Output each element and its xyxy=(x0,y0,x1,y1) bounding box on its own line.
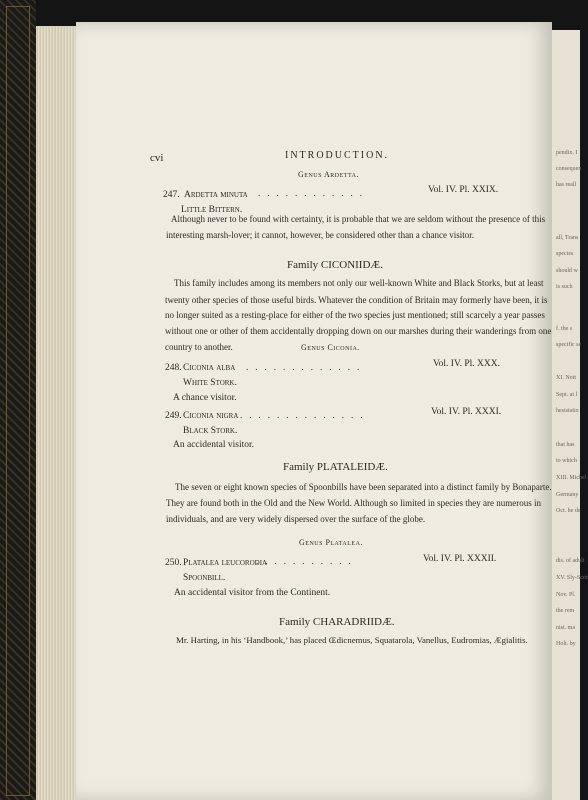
common-name: Little Bittern. xyxy=(181,205,243,215)
family-heading: Family PLATALEIDÆ. xyxy=(283,461,388,473)
entry-number: 248. xyxy=(165,363,182,373)
species-name: Ciconia nigra xyxy=(183,411,239,421)
body-line: interesting marsh-lover; it cannot, however, be considered other than a chance visitor. xyxy=(166,230,475,240)
entry-number: 249. xyxy=(165,411,182,421)
page-header: INTRODUCTION. xyxy=(285,150,390,161)
common-name: White Stork. xyxy=(183,378,237,388)
genus-heading: Genus Platalea. xyxy=(299,538,363,547)
body-line: no longer suited as a resting-place for either of the two species just mentioned; still scarcely a year passes xyxy=(165,310,545,320)
entry-number: 250. xyxy=(165,558,182,568)
family-heading: Family CHARADRIIDÆ. xyxy=(279,616,395,628)
page-number: cvi xyxy=(150,152,164,164)
visitor-note: An accidental visitor from the Continent. xyxy=(174,588,331,598)
body-line: country to another. xyxy=(165,342,233,352)
body-line: Although never to be found with certainty, it is probable that we are seldom without the presence of this xyxy=(171,214,546,224)
body-line: Mr. Harting, in his ‘Handbook,’ has placed Œdicnemus, Squatarola, Vanellus, Eudromias, Ægialitis. xyxy=(176,635,528,645)
leader-dots: ............ xyxy=(258,188,369,198)
leader-dots: ............. xyxy=(246,362,367,372)
common-name: Black Stork. xyxy=(183,426,238,436)
body-line: individuals, and are very widely dispersed over the surface of the globe. xyxy=(166,514,426,524)
species-name: Ardetta minuta xyxy=(184,190,248,200)
body-line: This family includes among its members not only our well-known White and Black Storks, but at least xyxy=(174,278,544,288)
body-line: The seven or eight known species of Spoonbills have been separated into a distinct family by Bonaparte. xyxy=(175,482,552,492)
visitor-note: An accidental visitor. xyxy=(173,440,254,450)
book-cover xyxy=(0,0,36,800)
plate-reference: Vol. IV. Pl. XXX. xyxy=(433,359,500,369)
leader-dots: .............. xyxy=(240,410,370,420)
leader-dots: ........... xyxy=(256,556,358,566)
cover-border xyxy=(6,6,30,796)
facing-page: pendix. I consequen has reall all, Trans species should w is such f. the s specific se XI. Nott Sept. at l hesistatio that has to which XIII. Michel Germany Oct. he de dis. of adult XV. Sly-Scot Nov. Pl. the rem nist. ma Holt. by xyxy=(552,30,580,800)
species-name: Ciconia alba xyxy=(183,363,236,373)
genus-heading: Genus Ciconia. xyxy=(301,343,360,352)
plate-reference: Vol. IV. Pl. XXXII. xyxy=(423,554,497,564)
body-line: twenty other species of those useful birds. Whatever the condition of Britain may formerly have been, it is xyxy=(165,295,548,305)
common-name: Spoonbill. xyxy=(183,573,226,583)
species-name: Platalea leucorodia xyxy=(183,558,268,568)
body-line: without one or other of them accidentally dropping down on our marshes during their wanderings from one xyxy=(165,326,552,336)
family-heading: Family CICONIIDÆ. xyxy=(287,259,383,271)
plate-reference: Vol. IV. Pl. XXXI. xyxy=(431,407,502,417)
entry-number: 247. xyxy=(163,190,180,200)
genus-heading: Genus Ardetta. xyxy=(298,170,359,179)
visitor-note: A chance visitor. xyxy=(173,393,237,403)
body-line: They are found both in the Old and the New World. Although so limited in species they are numerous in xyxy=(166,498,542,508)
plate-reference: Vol. IV. Pl. XXIX. xyxy=(428,185,499,195)
